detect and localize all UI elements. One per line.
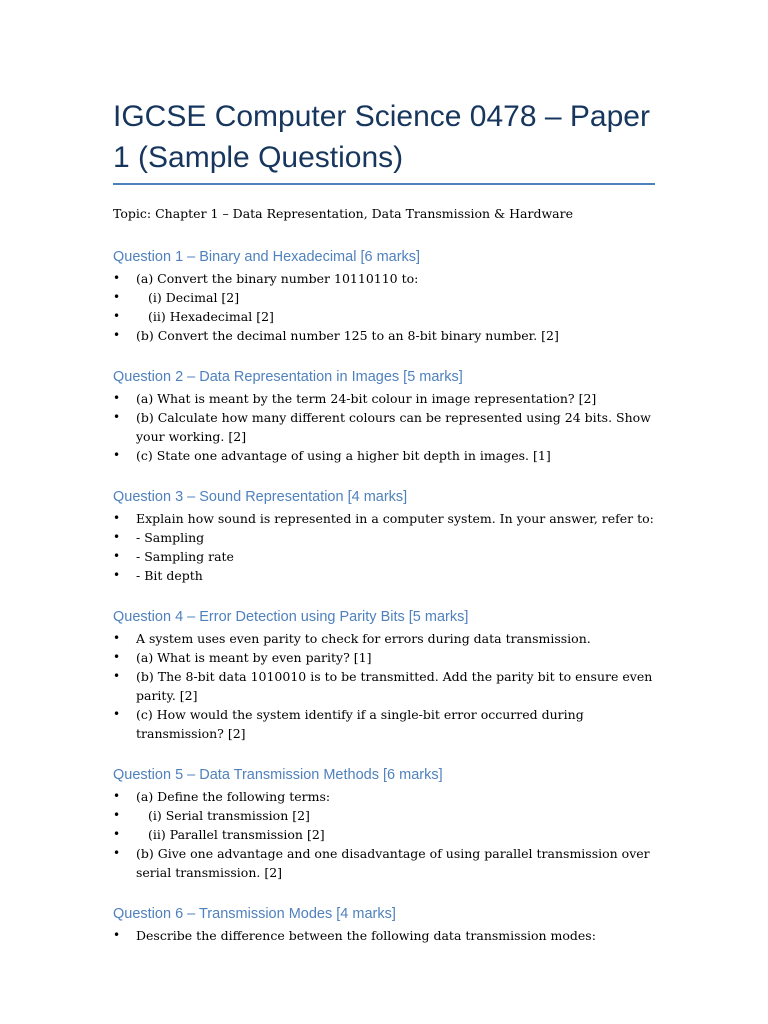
bullet-icon: •	[113, 789, 121, 803]
question-section	[113, 607, 655, 743]
question-section	[113, 367, 655, 465]
document-title: IGCSE Computer Science 0478 – Paper 1 (Sample Questions)	[113, 96, 655, 185]
question-list-item	[113, 288, 655, 307]
question-list-item	[113, 787, 655, 806]
bullet-icon: •	[113, 808, 121, 822]
question-item-text: (b) Give one advantage and one disadvantage of using parallel transmission over serial transmission. [2]	[136, 846, 650, 880]
question-section	[113, 765, 655, 882]
question-list-item	[113, 547, 655, 566]
question-list-item	[113, 926, 655, 945]
question-item-text: Explain how sound is represented in a computer system. In your answer, refer to:	[136, 511, 654, 526]
bullet-icon: •	[113, 846, 121, 860]
bullet-icon: •	[113, 568, 121, 582]
bullet-icon: •	[113, 549, 121, 563]
bullet-icon: •	[113, 707, 121, 721]
question-list-item	[113, 509, 655, 528]
question-item-text: (c) How would the system identify if a single-bit error occurred during transmission? [2]	[136, 707, 584, 741]
bullet-icon: •	[113, 290, 121, 304]
question-item-list	[113, 269, 655, 345]
question-item-text: (ii) Hexadecimal [2]	[148, 309, 274, 324]
question-list-item	[113, 629, 655, 648]
question-list-item	[113, 667, 655, 705]
question-list-item	[113, 269, 655, 288]
bullet-icon: •	[113, 530, 121, 544]
bullet-icon: •	[113, 511, 121, 525]
question-list-item	[113, 566, 655, 585]
bullet-icon: •	[113, 271, 121, 285]
question-heading: Question 4 – Error Detection using Parity Bits [5 marks]	[113, 609, 469, 625]
question-list-item	[113, 528, 655, 547]
question-item-text: (i) Serial transmission [2]	[148, 808, 310, 823]
bullet-icon: •	[113, 448, 121, 462]
question-heading: Question 3 – Sound Representation [4 marks]	[113, 489, 408, 505]
question-heading: Question 2 – Data Representation in Images [5 marks]	[113, 369, 463, 385]
bullet-icon: •	[113, 309, 121, 323]
questions-container	[113, 247, 655, 945]
question-item-text: (b) Convert the decimal number 125 to an 8-bit binary number. [2]	[136, 328, 559, 343]
question-heading: Question 6 – Transmission Modes [4 marks]	[113, 906, 396, 922]
question-item-text: - Bit depth	[136, 568, 203, 583]
bullet-icon: •	[113, 410, 121, 424]
question-section	[113, 487, 655, 585]
question-section	[113, 247, 655, 345]
question-list-item	[113, 825, 655, 844]
question-list-item	[113, 648, 655, 667]
question-list-item	[113, 307, 655, 326]
question-list-item	[113, 844, 655, 882]
question-item-text: Describe the difference between the following data transmission modes:	[136, 928, 596, 943]
question-list-item	[113, 705, 655, 743]
question-item-list	[113, 926, 655, 945]
bullet-icon: •	[113, 827, 121, 841]
question-item-list	[113, 509, 655, 585]
question-item-text: (b) Calculate how many different colours can be represented using 24 bits. Show your working. [2]	[136, 410, 651, 444]
question-list-item	[113, 446, 655, 465]
question-item-text: (a) What is meant by even parity? [1]	[136, 650, 372, 665]
question-list-item	[113, 389, 655, 408]
question-item-text: A system uses even parity to check for errors during data transmission.	[136, 631, 591, 646]
question-item-text: (c) State one advantage of using a higher bit depth in images. [1]	[136, 448, 551, 463]
question-list-item	[113, 806, 655, 825]
question-item-text: (b) The 8-bit data 1010010 is to be transmitted. Add the parity bit to ensure even parity. [2]	[136, 669, 653, 703]
question-list-item	[113, 408, 655, 446]
bullet-icon: •	[113, 328, 121, 342]
question-item-text: (i) Decimal [2]	[148, 290, 240, 305]
question-item-list	[113, 787, 655, 882]
document-page	[113, 96, 655, 945]
question-heading: Question 5 – Data Transmission Methods [6 marks]	[113, 767, 443, 783]
bullet-icon: •	[113, 650, 121, 664]
question-item-list	[113, 629, 655, 743]
bullet-icon: •	[113, 669, 121, 683]
question-item-text: (a) Convert the binary number 10110110 to:	[136, 271, 419, 286]
question-item-text: (ii) Parallel transmission [2]	[148, 827, 325, 842]
question-item-list	[113, 389, 655, 465]
question-heading: Question 1 – Binary and Hexadecimal [6 marks]	[113, 249, 421, 265]
question-item-text: (a) What is meant by the term 24-bit colour in image representation? [2]	[136, 391, 597, 406]
question-item-text: - Sampling	[136, 530, 205, 545]
topic-line: Topic: Chapter 1 – Data Representation, Data Transmission & Hardware	[113, 206, 573, 221]
bullet-icon: •	[113, 928, 121, 942]
question-item-text: - Sampling rate	[136, 549, 234, 564]
question-item-text: (a) Define the following terms:	[136, 789, 331, 804]
question-list-item	[113, 326, 655, 345]
bullet-icon: •	[113, 391, 121, 405]
bullet-icon: •	[113, 631, 121, 645]
question-section	[113, 904, 655, 945]
